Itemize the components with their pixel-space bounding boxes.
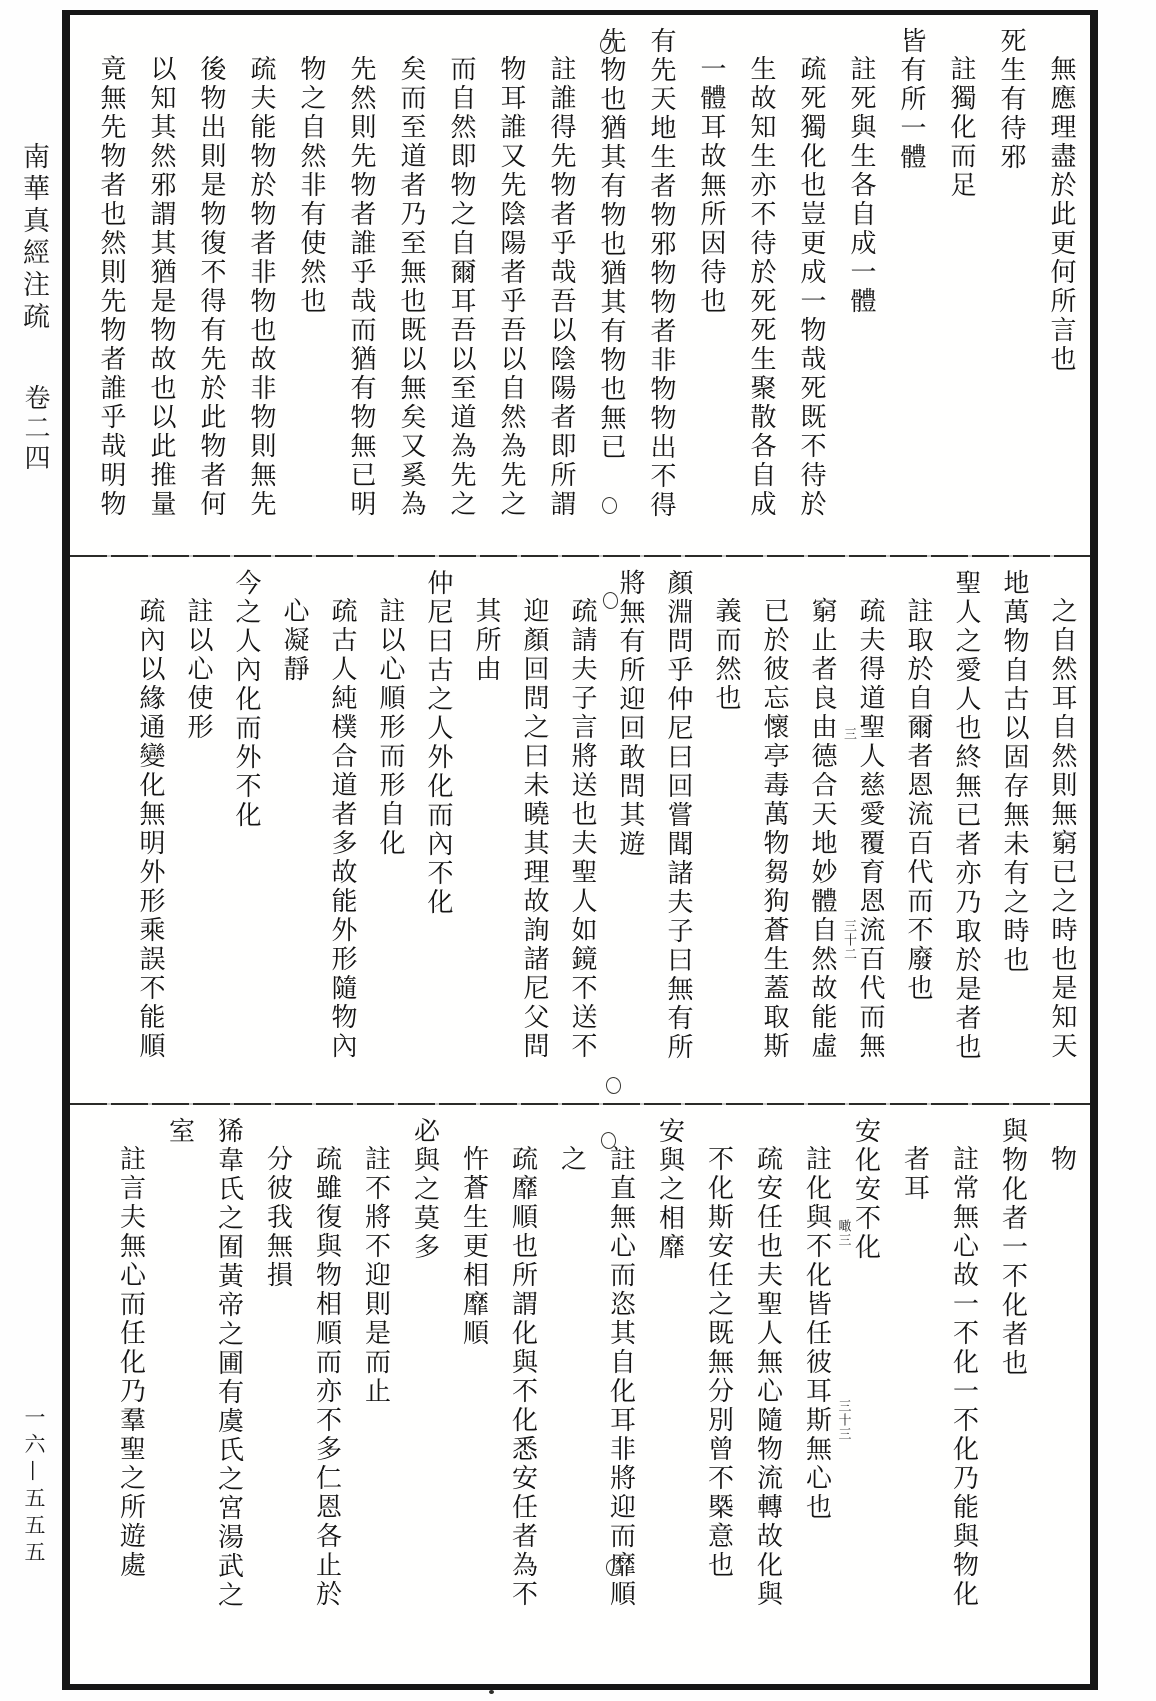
column-slot <box>1036 15 1086 374</box>
column-slot <box>366 557 414 858</box>
text-column-continuation: 以知其然邪謂其猶是物故也以此推量 <box>146 55 176 519</box>
text-column-main: 先物也猶其有物也猶其有物也無已 <box>596 27 626 462</box>
column-slot <box>1037 1105 1086 1174</box>
page-border-frame <box>62 10 1098 1690</box>
column-slot <box>106 1105 155 1580</box>
text-column-zhu: 註常無心故一不化一不化乃能與物化 <box>948 1145 979 1609</box>
column-slot <box>890 1105 939 1203</box>
text-column-continuation: 分彼我無損 <box>262 1145 293 1290</box>
column-slot <box>836 15 886 316</box>
text-column-main: 顏淵問乎仲尼曰回嘗聞諸夫子曰無有所 <box>663 569 693 1062</box>
text-column-zhu: 註直無心而恣其自化耳非將迎而靡順 <box>605 1145 636 1609</box>
column-slot <box>126 557 174 1061</box>
text-column-main: 狶韋氏之囿黃帝之圃有虞氏之宮湯武之 <box>213 1117 244 1610</box>
text-column-zhu: 註誰得先物者乎哉吾以陰陽者即所謂 <box>546 55 576 519</box>
column-slot <box>894 557 942 1003</box>
register-middle-columns <box>70 557 1090 1103</box>
text-column-main: 皆有所一體 <box>896 27 926 172</box>
column-slot <box>596 1105 645 1609</box>
text-column-main: 安與之相靡 <box>654 1117 685 1262</box>
register-top <box>70 15 1090 555</box>
margin-page-number: 一六—五五五 <box>22 1406 46 1568</box>
column-slot <box>270 557 318 684</box>
margin-book-title: 南華真經注疏 <box>18 142 49 334</box>
ink-speck <box>489 1690 494 1694</box>
column-slot <box>942 557 990 1062</box>
column-slot <box>750 557 798 1061</box>
column-slot <box>351 1105 400 1406</box>
column-slot <box>414 557 462 917</box>
column-slot <box>386 15 436 519</box>
column-slot <box>990 557 1038 975</box>
text-column-zhu: 註化與不化皆任彼耳斯無心也 噉三 三十三 <box>801 1145 851 1522</box>
register-bottom <box>70 1105 1090 1686</box>
text-column-continuation: 物耳誰又先陰陽者乎吾以自然為先之 <box>496 55 526 519</box>
column-slot <box>86 15 136 519</box>
text-column-zhu: 註以心順形而形自化 <box>375 597 405 858</box>
column-slot <box>786 15 836 519</box>
column-slot <box>586 15 636 462</box>
register-bottom-columns <box>70 1105 1090 1686</box>
text-column-continuation: 竟無先物者也然則先物者誰乎哉明物 <box>96 55 126 519</box>
column-slot <box>939 1105 988 1609</box>
column-slot <box>636 15 686 520</box>
text-column-zhu: 註不將不迎則是而止 <box>360 1145 391 1406</box>
margin-volume-label: 卷二四 <box>20 384 50 474</box>
text-column-continuation: 其所由 <box>471 597 501 684</box>
text-column-continuation: 一體耳故無所因待也 <box>696 55 726 316</box>
column-slot <box>253 1105 302 1290</box>
register-top-columns <box>70 15 1090 555</box>
text-column-shu: 疏內以緣通變化無明外形乘誤不能順 <box>135 597 165 1061</box>
text-column-continuation: 迎顏回問之曰未曉其理故詢諸尼父問 <box>519 597 549 1061</box>
column-slot <box>936 15 986 200</box>
collation-note: 三十三 <box>835 1399 851 1441</box>
text-column-continuation: 先然則先物者誰乎哉而猶有物無已明 <box>346 55 376 519</box>
register-middle <box>70 557 1090 1103</box>
text-column-main: 有先天地生者物邪物物者非物物出不得 <box>646 27 676 520</box>
column-slot <box>400 1105 449 1262</box>
column-slot <box>558 557 606 1061</box>
text-column-continuation: 義而然也 <box>711 597 741 713</box>
column-slot <box>736 15 786 519</box>
text-column-continuation: 之 <box>556 1145 587 1174</box>
text-column-shu: 疏靡順也所謂化與不化悉安任者為不 <box>507 1145 538 1609</box>
column-slot <box>988 1105 1037 1378</box>
column-slot <box>694 1105 743 1580</box>
text-column-shu: 疏雖復與物相順而亦不多仁恩各止於 <box>311 1145 342 1609</box>
column-slot <box>792 1105 851 1522</box>
text-column-main: 死生有待邪 <box>996 27 1026 172</box>
column-slot <box>222 557 270 830</box>
column-slot <box>155 1105 204 1146</box>
column-slot <box>186 15 236 519</box>
text-column-continuation: 矣而至道者乃至無也既以無矣又奚為 <box>396 55 426 519</box>
text-column-main: 室 <box>164 1117 195 1146</box>
column-slot <box>986 15 1036 172</box>
text-column-zhu: 註獨化而足 <box>946 55 976 200</box>
column-slot <box>302 1105 351 1609</box>
column-slot <box>449 1105 498 1348</box>
column-slot <box>336 15 386 519</box>
column-slot <box>136 15 186 519</box>
text-column-continuation: 物 <box>1046 1145 1077 1174</box>
column-slot <box>798 557 856 1061</box>
column-slot <box>846 557 894 1061</box>
text-column-zhu: 註言夫無心而任化乃羣聖之所遊處 <box>115 1145 146 1580</box>
column-slot <box>174 557 222 742</box>
column-slot <box>686 15 736 316</box>
collation-note: 三 <box>841 727 856 741</box>
text-column-main: 安化安不化 <box>850 1117 881 1262</box>
column-slot <box>547 1105 596 1174</box>
column-slot <box>654 557 702 1062</box>
text-column-continuation: 物之自然非有使然也 <box>296 55 326 316</box>
text-column-zhu: 註死與生各自成一體 <box>846 55 876 316</box>
column-slot <box>204 1105 253 1610</box>
collation-note: 噉三 <box>835 1219 851 1247</box>
text-column-shu: 疏請夫子言將送也夫聖人如鏡不送不 <box>567 597 597 1061</box>
text-column-continuation: 窮止者良由德合天地妙體自然故能虛 三 三十二 <box>807 597 856 1061</box>
column-slot <box>318 557 366 1061</box>
collation-note: 三十二 <box>841 919 856 961</box>
text-column-shu: 疏夫能物於物者非物也故非物則無先 <box>246 55 276 519</box>
text-column-continuation: 已於彼忘懷亭毒萬物芻狗蒼生蓋取斯 <box>759 597 789 1061</box>
text-column-main: 今之人內化而外不化 <box>231 569 261 830</box>
text-column-continuation: 忤蒼生更相靡順 <box>458 1145 489 1348</box>
text-column-main: 與物化者一不化者也 <box>997 1117 1028 1378</box>
text-column-continuation: 而自然即物之自爾耳吾以至道為先之 <box>446 55 476 519</box>
text-column-continuation: 之自然耳自然則無窮已之時也是知天 <box>1047 597 1077 1061</box>
text-column-continuation: 者耳 <box>899 1145 930 1203</box>
text-column-main: 聖人之愛人也終無已者亦乃取於是者也 <box>951 569 981 1062</box>
text-column-main: 必與之莫多 <box>409 1117 440 1262</box>
column-slot <box>286 15 336 316</box>
text-column-zhu: 註取於自爾者恩流百代而不廢也 <box>903 597 933 1003</box>
column-slot <box>645 1105 694 1262</box>
column-slot <box>1038 557 1086 1061</box>
text-column-shu: 疏夫得道聖人慈愛覆育恩流百代而無 <box>855 597 885 1061</box>
text-column-zhu: 註以心使形 <box>183 597 213 742</box>
column-slot <box>743 1105 792 1609</box>
column-slot <box>486 15 536 519</box>
text-column-continuation: 不化斯安任之既無分別曾不槩意也 <box>703 1145 734 1580</box>
text-column-continuation: 後物出則是物復不得有先於此物者何 <box>196 55 226 519</box>
column-slot <box>436 15 486 519</box>
text-column-continuation: 無應理盡於此更何所言也 <box>1046 55 1076 374</box>
text-column-main: 將無有所迎回敢問其遊 <box>615 569 645 859</box>
text-column-main: 仲尼曰古之人外化而內不化 <box>423 569 453 917</box>
column-slot <box>510 557 558 1061</box>
column-slot <box>702 557 750 713</box>
text-column-continuation: 心凝靜 <box>279 597 309 684</box>
column-slot <box>886 15 936 172</box>
column-slot <box>462 557 510 684</box>
column-slot <box>498 1105 547 1609</box>
text-column-shu: 疏安任也夫聖人無心隨物流轉故化與 <box>752 1145 783 1609</box>
text-column-shu: 疏死獨化也豈更成一物哉死既不待於 <box>796 55 826 519</box>
column-slot <box>536 15 586 519</box>
text-column-continuation: 地萬物自古以固存無未有之時也 <box>999 569 1029 975</box>
text-column-continuation: 生故知生亦不待於死死生聚散各自成 <box>746 55 776 519</box>
text-column-shu: 疏古人純樸合道者多故能外形隨物內 <box>327 597 357 1061</box>
column-slot <box>236 15 286 519</box>
text-registers <box>70 15 1090 1686</box>
